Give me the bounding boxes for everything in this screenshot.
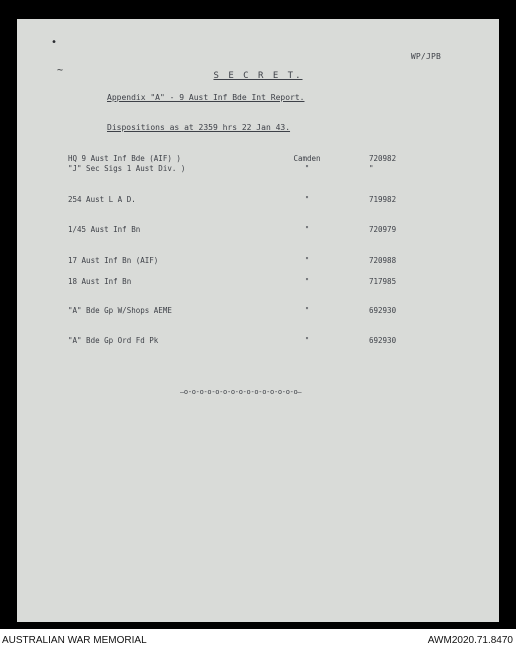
unit-name: 254 Aust L A D. — [68, 195, 136, 204]
unit-location: Camden — [293, 154, 321, 163]
unit-name: 18 Aust Inf Bn — [68, 277, 132, 286]
unit-name: "J" Sec Sigs 1 Aust Div. ) — [68, 164, 186, 173]
appendix-title: Appendix "A" - 9 Aust Inf Bde Int Report. — [107, 93, 305, 102]
unit-name: 17 Aust Inf Bn (AIF) — [68, 256, 159, 265]
unit-location: " — [304, 277, 310, 286]
map-reference: 719982 — [369, 195, 397, 204]
unit-name: HQ 9 Aust Inf Bde (AIF) ) — [68, 154, 181, 163]
map-reference: 692930 — [369, 306, 397, 315]
document-page — [17, 19, 499, 622]
tick-mark: ~ — [57, 65, 64, 76]
accession-number: AWM2020.71.8470 — [427, 635, 513, 646]
footer-bar — [0, 629, 516, 653]
unit-name: 1/45 Aust Inf Bn — [68, 225, 141, 234]
map-reference: 720982 — [369, 154, 397, 163]
file-reference: WP/JPB — [410, 52, 441, 61]
unit-location: " — [304, 306, 310, 315]
unit-name: "A" Bde Gp W/Shops AEME — [68, 306, 172, 315]
dispositions-heading: Dispositions as at 2359 hrs 22 Jan 43. — [107, 123, 291, 132]
map-reference: 692930 — [369, 336, 397, 345]
unit-location: " — [304, 256, 310, 265]
map-reference: 717985 — [369, 277, 397, 286]
unit-location: " — [304, 336, 310, 345]
map-reference: 720979 — [369, 225, 397, 234]
end-divider: —o-o-o-o-o-o-o-o-o-o-o-o-o-o-o— — [180, 388, 302, 396]
unit-location: " — [304, 225, 310, 234]
map-reference: 720988 — [369, 256, 397, 265]
unit-location: " — [304, 164, 310, 173]
pin-mark: • — [51, 37, 58, 48]
archive-name: AUSTRALIAN WAR MEMORIAL — [2, 635, 147, 646]
unit-name: "A" Bde Gp Ord Fd Pk — [68, 336, 159, 345]
security-classification: S E C R E T. — [213, 71, 303, 81]
map-reference: " — [369, 164, 374, 173]
unit-location: " — [304, 195, 310, 204]
